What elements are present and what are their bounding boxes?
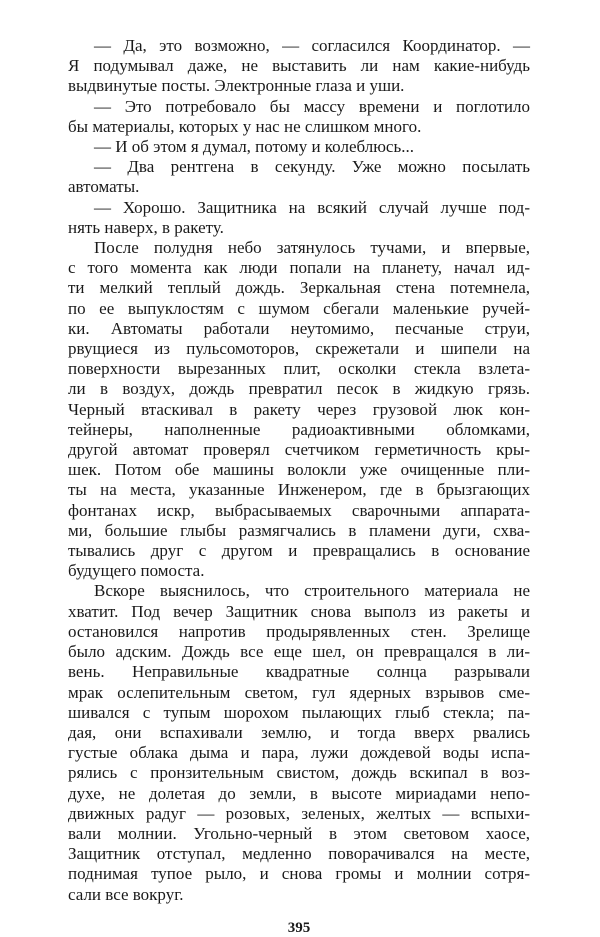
paragraph [68,198,530,238]
text-line: — И об этом я думал, потому и колеблюсь... [94,137,414,157]
text-line: шек. Потом обе машины волокли уже очищенные пли- [68,460,530,480]
text-line: поверхности вырезанных плит, осколки стекла взлета- [68,359,530,379]
page-number: 395 [287,919,311,936]
text-line: — Это потребовало бы массу времени и поглотило [94,96,530,116]
text-line: Я подумывал даже, не выставить ли нам какие-нибудь [68,56,530,76]
text-line: бы материалы, которых у нас не слишком много. [68,116,422,136]
text-line: остановился напротив продырявленных стен. Зрелище [68,621,530,641]
text-line: шивался с тупым шорохом пылающих глыб стекла; па- [68,702,530,722]
paragraph [68,97,530,137]
text-line: духе, не долетая до земли, в высоте мириадами непо- [68,783,530,803]
text-line: — Хорошо. Защитника на всякий случай лучше под- [94,197,530,217]
text-line: хватит. Под вечер Защитник снова выполз из ракеты и [68,601,530,621]
text-line: ли в воздух, дождь превратил песок в жидкую грязь. [68,379,530,399]
paragraph [68,157,530,197]
text-line: поднимая тупое рыло, и снова громы и молнии сотря- [68,864,530,884]
text-line: сали все вокруг. [68,884,184,904]
text-line: движных радуг — розовых, зеленых, желтых — вспыхи- [68,803,530,823]
text-line: ми, большие глыбы размягчались в пламени дуги, схва- [68,520,530,540]
paragraph [68,137,530,157]
text-line: Защитник отступал, медленно поворачивался на месте, [68,844,530,864]
text-line: ки. Автоматы работали неутомимо, песчаные струи, [68,318,530,338]
text-line: рялись с пронзительным свистом, дождь вскипал в воз- [68,763,530,783]
text-line: Вскоре выяснилось, что строительного материала не [94,581,530,601]
text-line: выдвинутые посты. Электронные глаза и уши. [68,76,405,96]
text-line: — Да, это возможно, — согласился Координатор. — [94,36,530,55]
text-line: ти мелкий теплый дождь. Зеркальная стена потемнела, [68,278,530,298]
text-line: дая, они вспахивали землю, и тогда вверх рвались [68,722,530,742]
body-text [68,36,530,905]
paragraph [68,581,530,904]
text-line: другой автомат проверял счетчиком герметичность кры- [68,440,530,460]
text-line: будущего помоста. [68,561,205,581]
text-line: с того момента как люди попали на планету, начал ид- [68,258,530,278]
text-line: После полудня небо затянулось тучами, и впервые, [94,238,530,258]
text-line: по ее выпуклостям с шумом сбегали маленькие ручей- [68,298,530,318]
text-line: было адским. Дождь все еще шел, он превращался в ли- [68,642,530,662]
text-line: рвущиеся из пульсомоторов, скрежетали и шипели на [68,339,530,359]
text-line: мрак ослепительным светом, гул ядерных взрывов сме- [68,682,530,702]
paragraph [68,36,530,97]
text-line: тывались друг с другом и превращались в основание [68,541,530,561]
text-line: нять наверх, в ракету. [68,217,224,237]
text-line: вали молнии. Угольно-черный в этом световом хаосе, [68,823,530,843]
text-line: — Два рентгена в секунду. Уже можно посылать [94,157,530,177]
text-line: тейнеры, наполненные радиоактивными обломками, [68,419,530,439]
text-line: густые облака дыма и пара, лужи дождевой воды испа- [68,743,530,763]
text-line: Черный втаскивал в ракету через грузовой люк кон- [68,399,530,419]
text-line: автоматы. [68,177,140,197]
paragraph [68,238,530,581]
text-line: фонтанах искр, выбрасываемых сварочными аппарата- [68,500,530,520]
text-line: ты на места, указанные Инженером, где в брызгающих [68,480,530,500]
text-line: вень. Неправильные квадратные солнца разрывали [68,662,530,682]
